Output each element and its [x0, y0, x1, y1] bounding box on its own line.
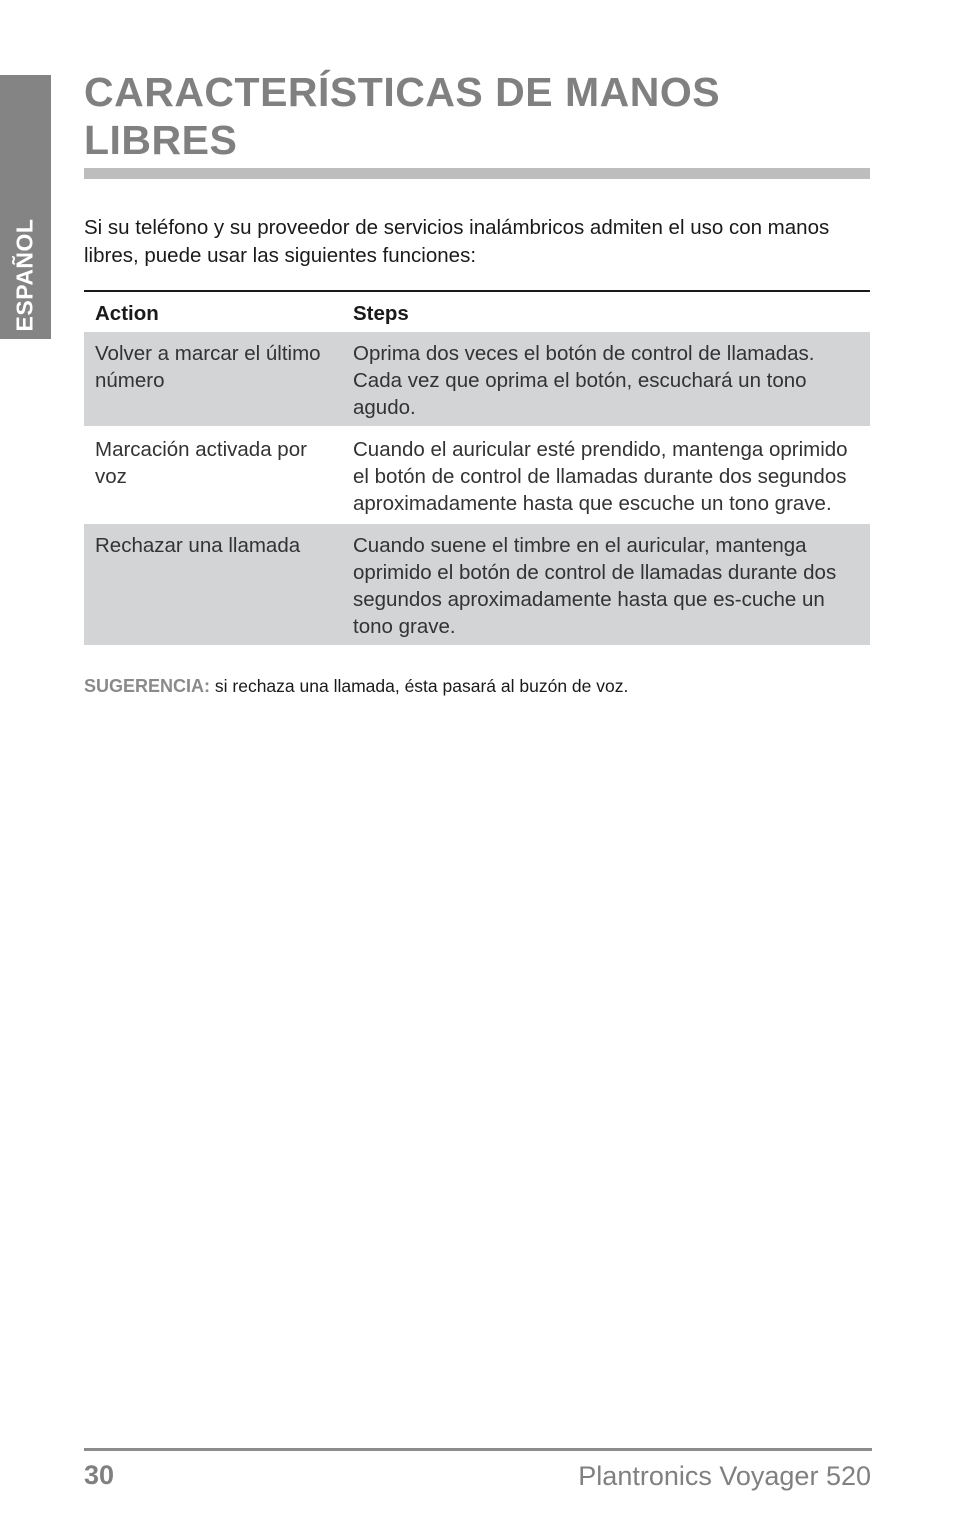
- tip-note: [84, 674, 870, 698]
- table-row: [84, 332, 870, 427]
- row-steps: Oprima dos veces el botón de control de llamadas. Cada vez que oprima el botón, escuchará un tono agudo.: [342, 332, 870, 427]
- language-tab: [0, 75, 51, 339]
- footer-divider: [84, 1448, 872, 1451]
- header-action: Action: [95, 301, 159, 325]
- table-row: [84, 523, 870, 645]
- language-tab-label: ESPAÑOL: [11, 218, 38, 332]
- intro-paragraph: Si su teléfono y su proveedor de servicios inalámbricos admiten el uso con manos libres, puede usar las siguientes funciones:: [84, 216, 830, 267]
- header-steps: Steps: [353, 301, 409, 325]
- tip-label: SUGERENCIA:: [84, 676, 211, 696]
- product-name: Plantronics Voyager 520: [578, 1461, 871, 1491]
- features-table: [84, 290, 870, 645]
- tip-text: si rechaza una llamada, ésta pasará al buzón de voz.: [214, 676, 629, 696]
- page-number: 30: [84, 1460, 115, 1490]
- row-action: Rechazar una llamada: [84, 523, 342, 645]
- table-row: [84, 427, 870, 523]
- row-action: Marcación activada por voz: [84, 427, 342, 523]
- row-steps: Cuando suene el timbre en el auricular, mantenga oprimido el botón de control de llamadas durante dos segundos aproximadamente hasta que es-cuche un tono grave.: [342, 523, 870, 645]
- row-steps: Cuando el auricular esté prendido, mantenga oprimido el botón de control de llamadas durante dos segundos aproximadamente hasta que escuche un tono grave.: [342, 427, 870, 523]
- page-title: CARACTERÍSTICAS DE MANOS LIBRES: [84, 69, 721, 163]
- table-header-row: [84, 291, 870, 332]
- title-divider: [84, 168, 870, 179]
- row-action: Volver a marcar el último número: [84, 332, 342, 427]
